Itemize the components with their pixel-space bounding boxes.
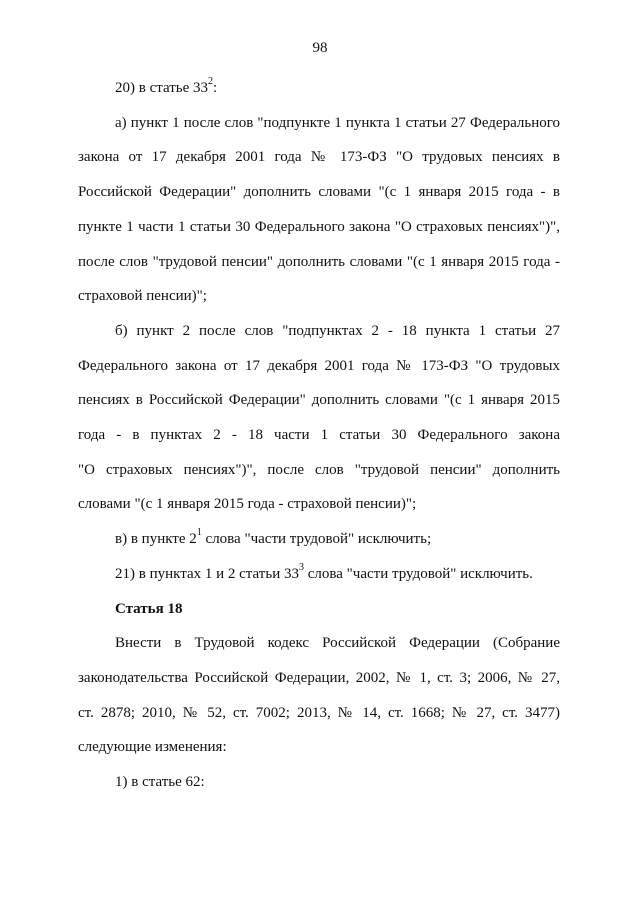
paragraph-b-line: Федерального закона от 17 декабря 2001 года № 173-ФЗ "О трудовых (78, 357, 560, 374)
item-1: 1) в статье 62: (115, 774, 205, 791)
paragraph-a-line: после слов "трудовой пенсии" дополнить словами "(с 1 января 2015 года - (78, 253, 560, 270)
paragraph-a-line: а) пункт 1 после слов "подпункте 1 пункта 1 статьи 27 Федерального (115, 114, 560, 131)
paragraph-a (78, 106, 560, 314)
paragraph-b (78, 314, 560, 522)
paragraph-a-line: Российской Федерации" дополнить словами "(с 1 января 2015 года - в (78, 184, 560, 201)
article-body-line: следующие изменения: (78, 739, 227, 756)
paragraph-b-line: пенсиях в Российской Федерации" дополнить словами "(с 1 января 2015 (78, 392, 560, 409)
paragraph-c: в) в пункте $2^1$ слова "части трудовой" исключить; (115, 527, 432, 548)
paragraph-b-line: словами "(с 1 января 2015 года - страховой пенсии)"; (78, 496, 417, 513)
document-body (78, 71, 560, 800)
paragraph-b-line: б) пункт 2 после слов "подпунктах 2 - 18 пункта 1 статьи 27 (115, 322, 560, 339)
paragraph-b-line: "О страховых пенсиях")", после слов "трудовой пенсии" дополнить (78, 461, 560, 478)
item-21: 21) в пунктах 1 и 2 статьи $33^3$ слова "части трудовой" исключить. (115, 561, 533, 582)
paragraph-a-line: закона от 17 декабря 2001 года № 173-ФЗ "О трудовых пенсиях в (78, 149, 560, 166)
paragraph-a-line: пункте 1 части 1 статьи 30 Федерального закона "О страховых пенсиях")", (78, 218, 560, 235)
article-body-line: законодательства Российской Федерации, 2002, № 1, ст. 3; 2006, № 27, (78, 669, 560, 686)
article-body-line: ст. 2878; 2010, № 52, ст. 7002; 2013, № 14, ст. 1668; № 27, ст. 3477) (78, 704, 560, 721)
article-body (78, 626, 560, 765)
item-20: 20) в статье $33^2$: (115, 76, 218, 96)
article-title: Статья 18 (115, 600, 183, 617)
page-number: 98 (312, 40, 328, 56)
article-body-line: Внести в Трудовой кодекс Российской Федерации (Собрание (115, 635, 560, 652)
paragraph-a-line: страховой пенсии)"; (78, 288, 207, 305)
paragraph-b-line: года - в пунктах 2 - 18 части 1 статьи 30 Федерального закона (78, 427, 560, 444)
